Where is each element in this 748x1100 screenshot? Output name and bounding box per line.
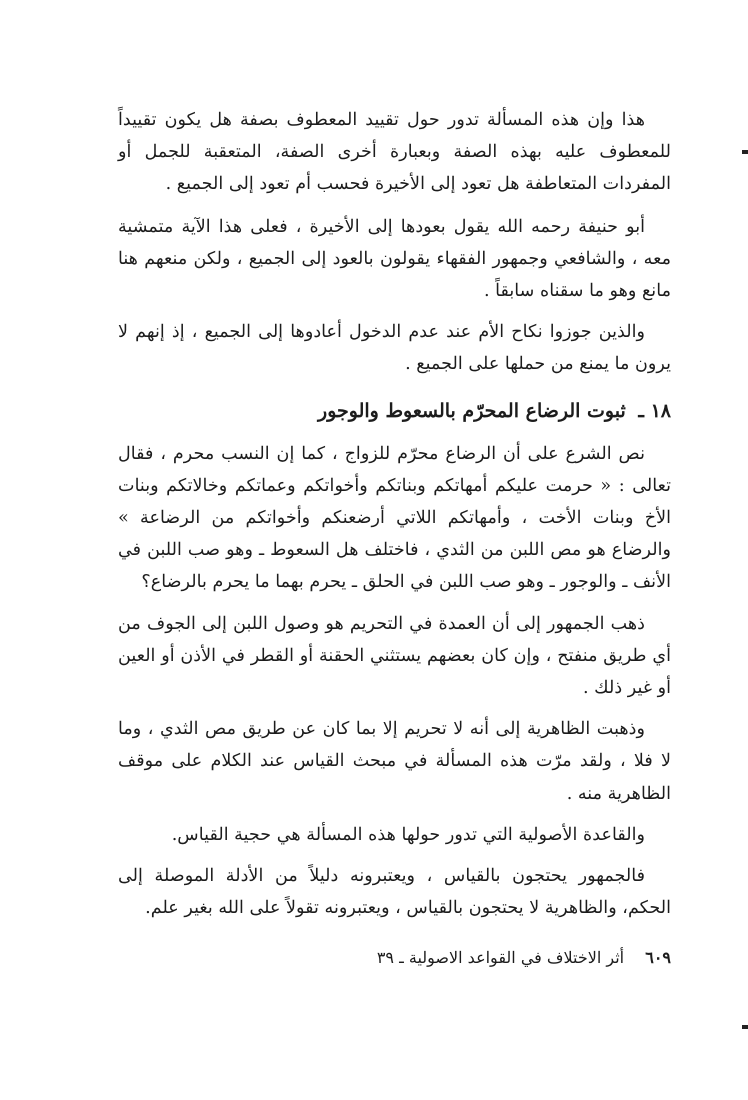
paragraph: هذا وإن هذه المسألة تدور حول تقييد المعطوف بصفة هل يكون تقييداً للمعطوف عليه بهذه الصفة وبعبارة أخرى الصفة، المتعقبة للجمل أو المفردات المتعاطفة هل تعود إلى الأخيرة فحسب أم تعود إلى الجميع . <box>118 110 671 195</box>
paragraph: وذهبت الظاهرية إلى أنه لا تحريم إلا بما كان عن طريق مص الثدي ، وما لا فلا ، ولقد مرّت هذه المسألة في مبحث القياس عند الكلام على موقف الظاهرية منه . <box>118 719 671 804</box>
paragraph: فالجمهور يحتجون بالقياس ، ويعتبرونه دليلاً من الأدلة الموصلة إلى الحكم، والظاهرية لا يحتجون بالقياس ، ويعتبرونه تقولاً على الله بغير علم. <box>118 866 671 919</box>
page-number: ٦٠٩ <box>645 948 671 967</box>
page-footer <box>118 944 671 972</box>
scan-edge-mark <box>742 1025 748 1029</box>
section-number: ١٨ ـ <box>638 399 671 422</box>
running-title: أثر الاختلاف في القواعد الاصولية ـ ٣٩ <box>376 948 625 967</box>
paragraph: والقاعدة الأصولية التي تدور حولها هذه المسألة هي حجية القياس. <box>171 824 645 845</box>
section-title: ثبوت الرضاع المحرّم بالسعوط والوجور <box>318 399 626 422</box>
paragraph: ذهب الجمهور إلى أن العمدة في التحريم هو وصول اللبن إلى الجوف من أي طريق منفتح ، وإن كان بعضهم يستثني الحقنة أو القطر في الأذن أو العين أو غير ذلك . <box>118 613 671 699</box>
scan-edge-mark <box>742 150 748 154</box>
page-body <box>118 104 671 933</box>
paragraph: نص الشرع على أن الرضاع محرّم للزواج ، كما إن النسب محرم ، فقال تعالى : « حرمت عليكم أمهاتكم وبناتكم وأخواتكم وعماتكم وخالاتكم وبنات الأخ وبنات الأخت ، وأمهاتكم اللاتي أرضعنكم وأخواتكم من الرضاعة » والرضاع هو مص اللبن من الثدي ، فاختلف هل السعوط ـ وهو صب اللبن في الأنف ـ والوجور ـ وهو صب اللبن في الحلق ـ يحرم بهما ما يحرم بالرضاع؟ <box>118 443 671 593</box>
paragraph: والذين جوزوا نكاح الأم عند عدم الدخول أعادوها إلى الجميع ، إذ إنهم لا يرون ما يمنع من حملها على الجميع . <box>118 322 671 375</box>
section-heading <box>118 393 671 429</box>
paragraph: أبو حنيفة رحمه الله يقول بعودها إلى الأخيرة ، فعلى هذا الآية متمشية معه ، والشافعي وجمهور الفقهاء يقولون بالعود إلى الجميع ، ولكن منعهم هنا مانع وهو ما سقناه سابقاً . <box>118 216 671 302</box>
